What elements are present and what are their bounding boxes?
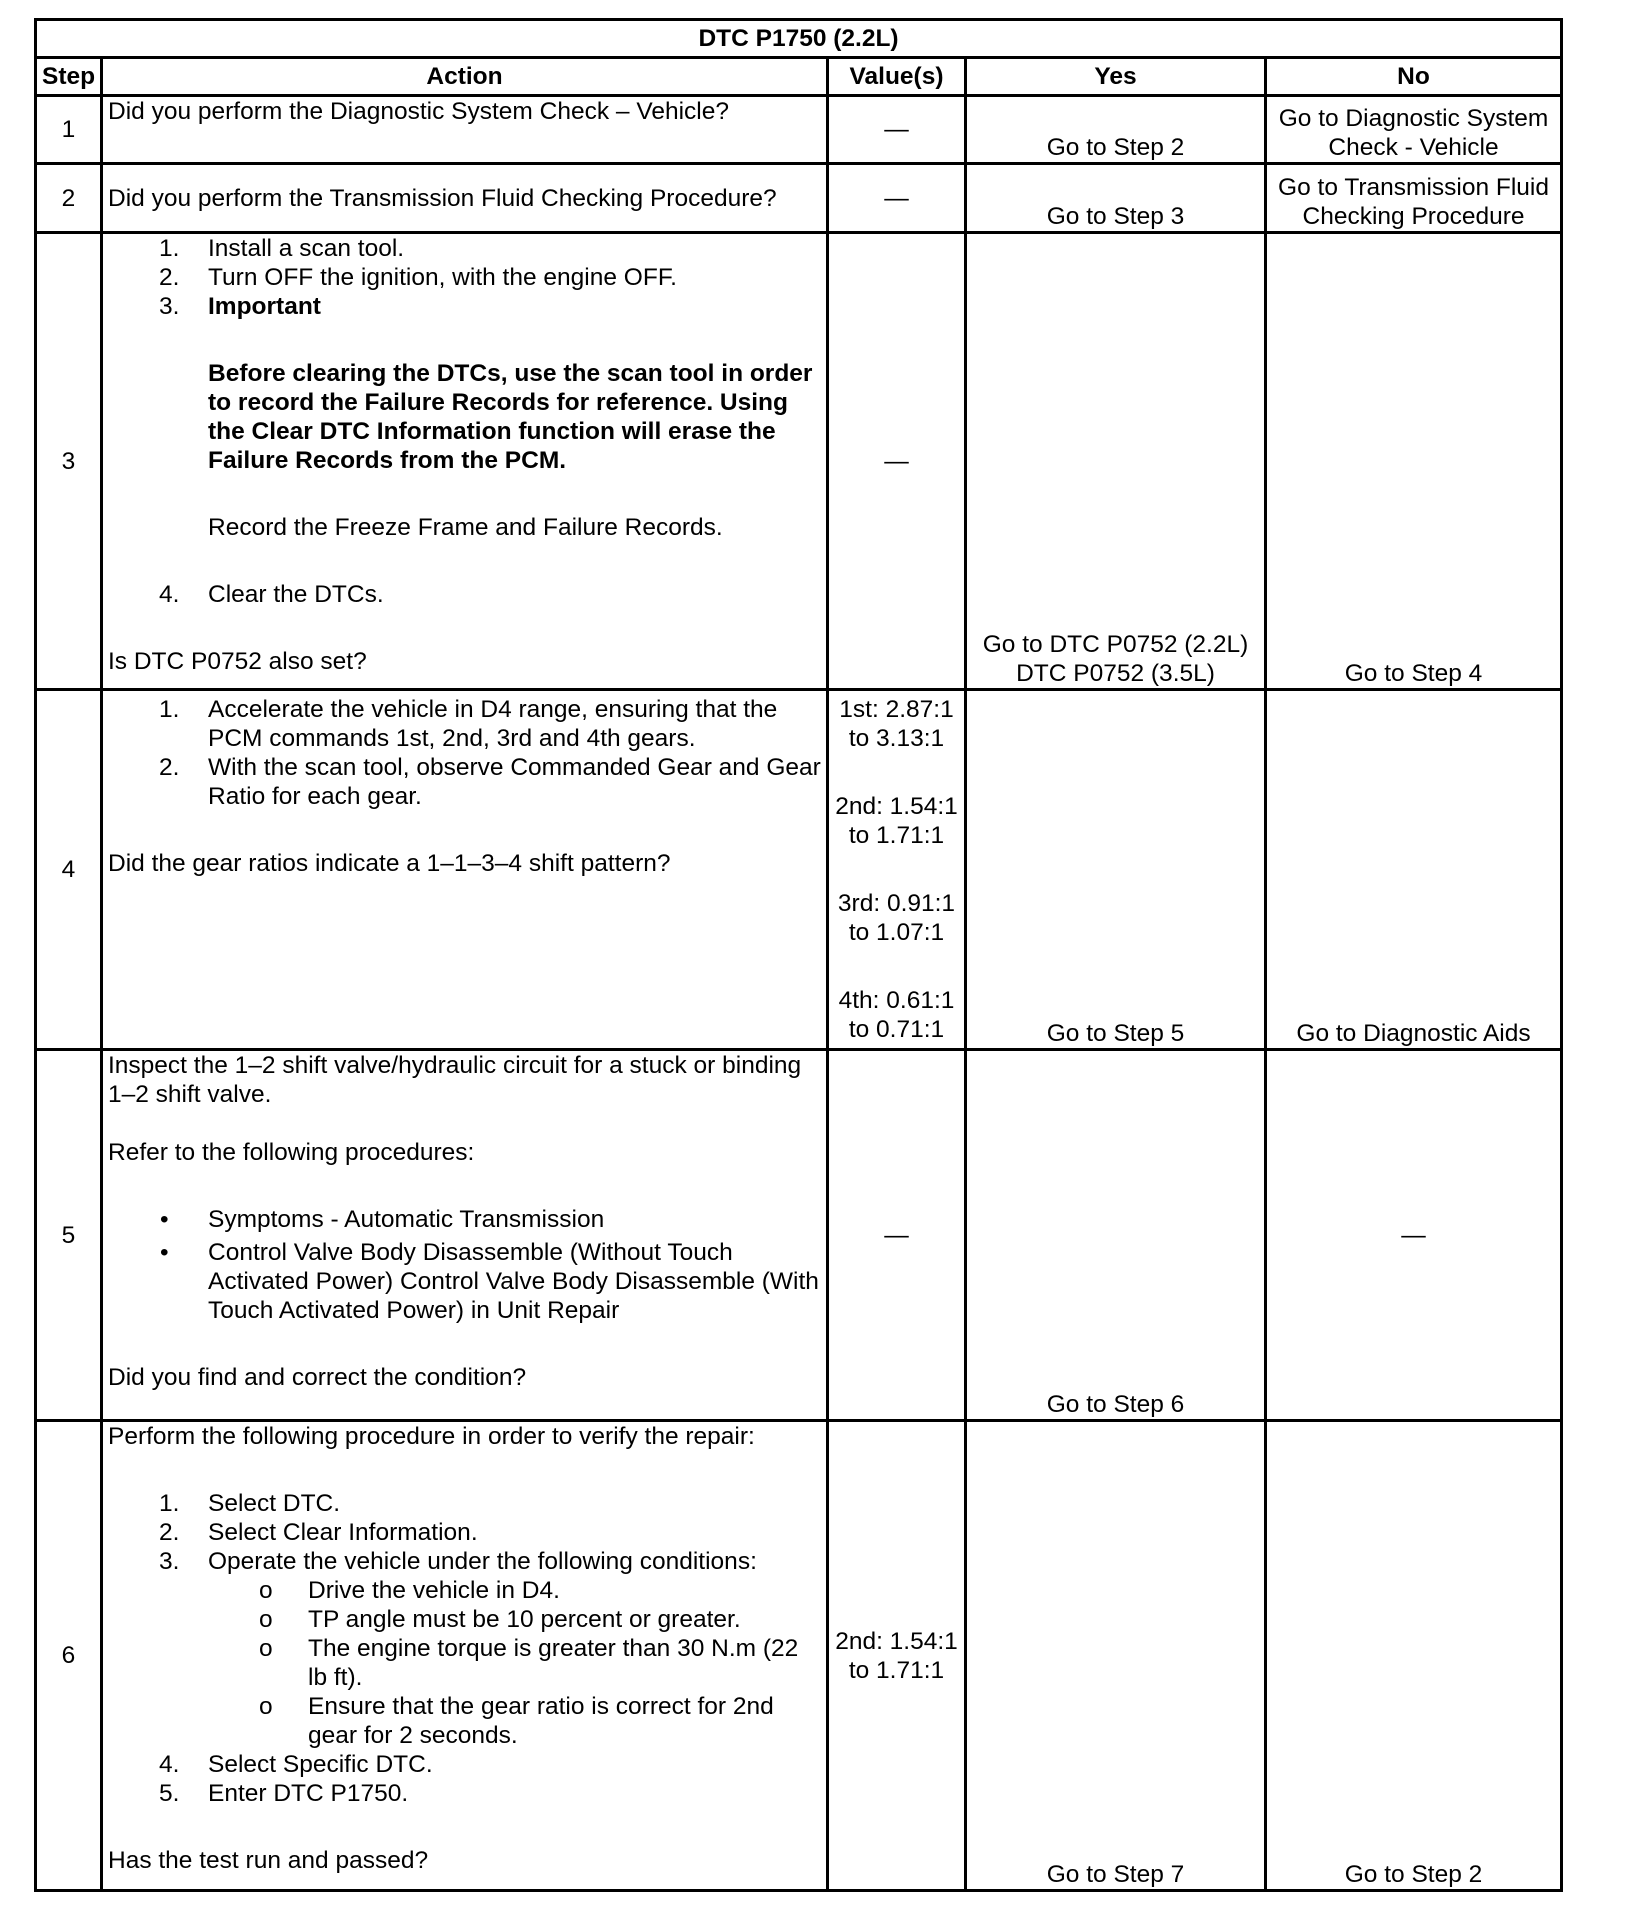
action-cell [102, 690, 828, 1050]
procedure-list [108, 695, 821, 878]
sublist-item [108, 1605, 821, 1634]
list-number: 2. [159, 264, 180, 291]
important-note-row [108, 359, 821, 475]
sublist-item [108, 1634, 821, 1692]
no-cell: Go to Step 2 [1266, 1421, 1562, 1891]
table-row-step-2 [36, 164, 1562, 233]
list-text: Clear the DTCs. [208, 581, 384, 608]
value-cell: — [828, 164, 966, 233]
list-number: 4. [159, 1751, 180, 1778]
procedure-list [108, 234, 821, 676]
sublist-text: Drive the vehicle in D4. [308, 1577, 560, 1604]
list-text: Select Clear Information. [208, 1519, 478, 1546]
table-title: DTC P1750 (2.2L) [36, 20, 1562, 58]
gear-ratio-line: to 0.71:1 [848, 1016, 945, 1043]
step-number: 3 [36, 233, 102, 690]
gear-ratio-line: 4th: 0.61:1 [838, 987, 955, 1014]
list-item [108, 234, 821, 263]
list-number: 3. [159, 1548, 180, 1575]
circle-bullet-icon: o [259, 1635, 273, 1662]
verify-intro: Perform the following procedure in order to verify the repair: [108, 1423, 755, 1450]
gear-ratio-line: to 1.71:1 [848, 822, 945, 849]
list-text: Install a scan tool. [208, 235, 405, 262]
table-row-step-4 [36, 690, 1562, 1050]
gear-ratio-line: to 1.71:1 [848, 1656, 945, 1684]
procedure-link-text: Symptoms - Automatic Transmission [208, 1206, 605, 1233]
sublist-text: Ensure that the gear ratio is correct for 2nd gear for 2 seconds. [308, 1693, 774, 1749]
gear-ratio-line: 2nd: 1.54:1 [835, 793, 958, 820]
list-item [108, 695, 821, 753]
inspect-text: Inspect the 1–2 shift valve/hydraulic circuit for a stuck or binding 1–2 shift valve. [108, 1052, 802, 1108]
step-number: 2 [36, 164, 102, 233]
list-number: 2. [159, 1519, 180, 1546]
list-item [108, 292, 821, 321]
sublist-text: TP angle must be 10 percent or greater. [308, 1606, 741, 1633]
action-text: Did you perform the Diagnostic System Check – Vehicle? [102, 96, 828, 164]
gear-ratio-2nd [834, 792, 959, 850]
no-cell: Go to Step 4 [1266, 233, 1562, 690]
no-cell: — [1266, 1050, 1562, 1421]
action-cell [102, 233, 828, 690]
header-row [36, 58, 1562, 96]
record-note: Record the Freeze Frame and Failure Records. [208, 514, 723, 541]
list-item [108, 263, 821, 292]
list-item [108, 1489, 821, 1518]
gear-ratio-line: to 1.07:1 [848, 919, 945, 946]
question-text: Did the gear ratios indicate a 1–1–3–4 shift pattern? [108, 850, 671, 877]
table-row-step-3 [36, 233, 1562, 690]
yes-cell: Go to Step 7 [966, 1421, 1266, 1891]
procedure-bullets [108, 1205, 821, 1325]
action-cell [102, 1421, 828, 1891]
question-text: Is DTC P0752 also set? [108, 648, 367, 675]
gear-ratio-line: 2nd: 1.54:1 [835, 1627, 958, 1655]
yes-cell [966, 233, 1266, 690]
important-heading: Important [208, 293, 321, 320]
yes-cell: Go to Step 3 [966, 164, 1266, 233]
value-cell: — [828, 233, 966, 690]
list-number: 1. [159, 696, 180, 723]
gear-ratio-3rd [834, 889, 959, 947]
list-item [108, 1205, 821, 1234]
action-cell [102, 1050, 828, 1421]
table-row-step-5 [36, 1050, 1562, 1421]
list-number: 1. [159, 235, 180, 262]
circle-bullet-icon: o [259, 1606, 273, 1633]
list-item [108, 1238, 821, 1325]
list-text: Enter DTC P1750. [208, 1780, 409, 1807]
gear-ratio-line: 3rd: 0.91:1 [837, 890, 956, 917]
list-number: 5. [159, 1780, 180, 1807]
col-header-action: Action [102, 58, 828, 96]
list-number: 4. [159, 581, 180, 608]
step-number: 6 [36, 1421, 102, 1891]
list-number: 2. [159, 754, 180, 781]
gear-ratio-line: 1st: 2.87:1 [839, 696, 954, 723]
list-text: With the scan tool, observe Commanded Gear and Gear Ratio for each gear. [208, 754, 821, 810]
value-cell [828, 690, 966, 1050]
list-text: Operate the vehicle under the following conditions: [208, 1548, 757, 1575]
list-item [108, 1518, 821, 1547]
gear-ratio-1st [834, 695, 959, 753]
action-text: Did you perform the Transmission Fluid Checking Procedure? [102, 164, 828, 233]
yes-cell: Go to Step 5 [966, 690, 1266, 1050]
procedure-list [108, 1489, 821, 1875]
list-item [108, 1779, 821, 1808]
gear-ratio-4th [834, 986, 959, 1044]
yes-cell: Go to Step 2 [966, 96, 1266, 164]
list-item [108, 580, 821, 609]
value-cell: — [828, 1050, 966, 1421]
procedure-link-text: Control Valve Body Disassemble (Without Touch Activated Power) Control Valve Body Disassemble (With Touch Activated Power) in Unit Repair [208, 1239, 819, 1324]
col-header-values: Value(s) [828, 58, 966, 96]
gear-ratio-line: to 3.13:1 [848, 725, 945, 752]
no-cell: Go to Diagnostic System Check - Vehicle [1266, 96, 1562, 164]
yes-line-1: Go to DTC P0752 (2.2L) [982, 631, 1249, 658]
list-item [108, 1750, 821, 1779]
important-note: Before clearing the DTCs, use the scan tool in order to record the Failure Records for reference. Using the Clear DTC Information function will erase the Failure Records from the PCM. [208, 360, 813, 474]
list-number: 1. [159, 1490, 180, 1517]
col-header-step: Step [36, 58, 102, 96]
list-text: Accelerate the vehicle in D4 range, ensuring that the PCM commands 1st, 2nd, 3rd and 4th gears. [208, 696, 778, 752]
step-number: 1 [36, 96, 102, 164]
dtc-table [34, 18, 1563, 1892]
bullet-icon: • [160, 1206, 169, 1233]
list-text: Turn OFF the ignition, with the engine OFF. [208, 264, 677, 291]
no-cell: Go to Diagnostic Aids [1266, 690, 1562, 1050]
table-row-step-6 [36, 1421, 1562, 1891]
sublist-text: The engine torque is greater than 30 N.m (22 lb ft). [308, 1635, 799, 1691]
question-text: Has the test run and passed? [108, 1847, 429, 1874]
list-number: 3. [159, 293, 180, 320]
step-number: 4 [36, 690, 102, 1050]
question-text: Did you find and correct the condition? [108, 1364, 527, 1391]
sublist-item [108, 1692, 821, 1750]
circle-bullet-icon: o [259, 1693, 273, 1720]
list-text: Select DTC. [208, 1490, 341, 1517]
record-note-row [108, 513, 821, 542]
no-cell: Go to Transmission Fluid Checking Procedure [1266, 164, 1562, 233]
table-row-step-1 [36, 96, 1562, 164]
refer-text: Refer to the following procedures: [108, 1139, 475, 1166]
yes-cell: Go to Step 6 [966, 1050, 1266, 1421]
yes-line-2: DTC P0752 (3.5L) [1016, 660, 1215, 687]
list-item [108, 753, 821, 811]
list-item [108, 1547, 821, 1576]
col-header-yes: Yes [966, 58, 1266, 96]
condition-sublist [108, 1576, 821, 1750]
step-number: 5 [36, 1050, 102, 1421]
value-cell [828, 1421, 966, 1891]
col-header-no: No [1266, 58, 1562, 96]
list-text: Select Specific DTC. [208, 1751, 433, 1778]
value-cell: — [828, 96, 966, 164]
sublist-item [108, 1576, 821, 1605]
bullet-icon: • [160, 1239, 169, 1266]
circle-bullet-icon: o [259, 1577, 273, 1604]
